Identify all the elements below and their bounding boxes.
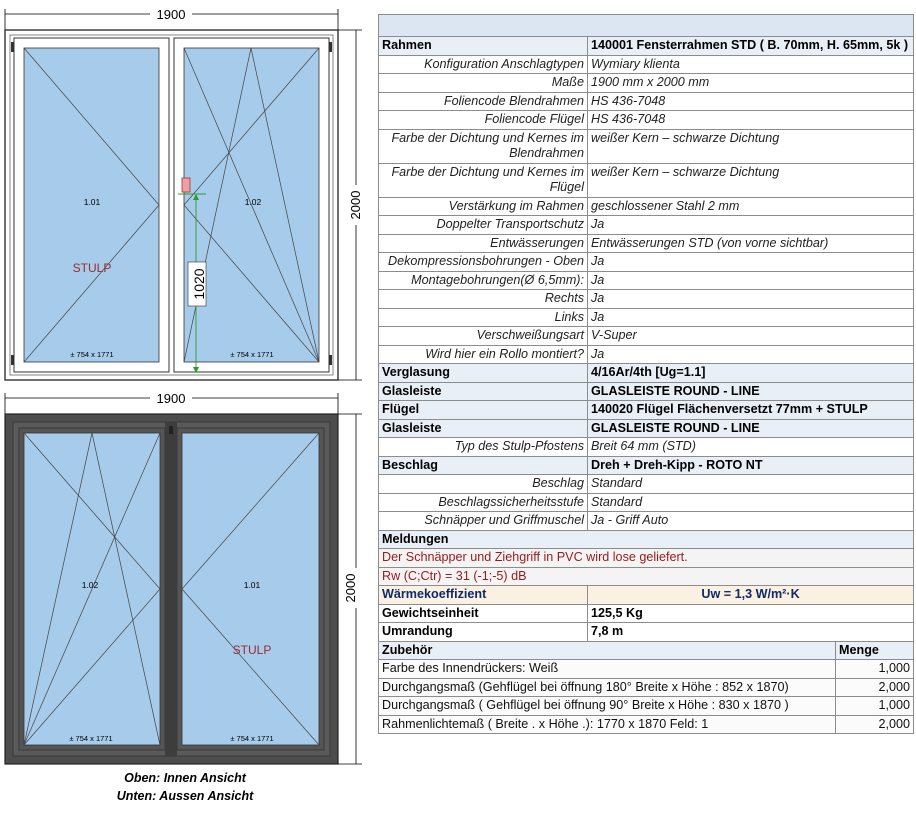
rahmen-detail-row (379, 308, 914, 327)
beschlag-detail-row (379, 475, 914, 494)
outside-glass-right-label: ± 754 x 1771 (230, 734, 274, 743)
rahmen-detail-label: Montagebohrungen(Ø 6,5mm): (379, 271, 588, 290)
zubehoer-name: Durchgangsmaß (Gehflügel bei öffnung 180° Breite x Höhe : 852 x 1870) (379, 678, 836, 697)
rahmen-detail-row (379, 92, 914, 111)
zubehoer-qty: 2,000 (836, 715, 914, 734)
glasleiste-row-1 (379, 382, 914, 401)
meldung-1: Der Schnäpper und Ziehgriff in PVC wird lose geliefert. (379, 549, 914, 568)
rahmen-detail-row (379, 216, 914, 235)
rahmen-detail-label: Konfiguration Anschlagtypen (379, 55, 588, 74)
verglasung-label: Verglasung (379, 364, 588, 383)
rahmen-detail-row (379, 163, 914, 197)
umrandung-label: Umrandung (379, 623, 588, 642)
beschlag-value: Dreh + Dreh-Kipp - ROTO NT (588, 456, 914, 475)
rahmen-detail-row (379, 253, 914, 272)
rahmen-detail-label: Foliencode Flügel (379, 111, 588, 130)
waerme-value: Uw = 1,3 W/m²·K (588, 586, 914, 605)
outside-sash-right-id: 1.01 (243, 580, 261, 590)
rahmen-detail-row (379, 111, 914, 130)
glasleiste-value-1: GLASLEISTE ROUND - LINE (588, 382, 914, 401)
rahmen-detail-label: Foliencode Blendrahmen (379, 92, 588, 111)
glasleiste-label-2: Glasleiste (379, 419, 588, 438)
meldung-row-1 (379, 549, 914, 568)
rahmen-detail-value: Wymiary klienta (588, 55, 914, 74)
outside-width-label: 1900 (156, 391, 186, 406)
beschlag-label: Beschlag (379, 456, 588, 475)
rahmen-row (379, 37, 914, 56)
window-drawing-svg (0, 0, 375, 840)
menge-label: Menge (836, 641, 914, 660)
inside-glass-right-label: ± 754 x 1771 (230, 350, 274, 359)
rahmen-detail-row (379, 55, 914, 74)
beschlag-detail-label: Beschlag (379, 475, 588, 494)
rahmen-detail-row (379, 345, 914, 364)
outside-sash-left-id: 1.02 (81, 580, 99, 590)
rahmen-detail-label: Farbe der Dichtung und Kernes im Blendrahmen (379, 129, 588, 163)
stulp-type-row (379, 438, 914, 457)
beschlag-detail-value: Ja - Griff Auto (588, 512, 914, 531)
zubehoer-row (379, 660, 914, 679)
zubehoer-qty: 2,000 (836, 678, 914, 697)
verglasung-row (379, 364, 914, 383)
rahmen-detail-row (379, 197, 914, 216)
rahmen-detail-label: Farbe der Dichtung und Kernes im Flügel (379, 163, 588, 197)
glasleiste-label-1: Glasleiste (379, 382, 588, 401)
meldungen-row (379, 530, 914, 549)
zubehoer-row (379, 678, 914, 697)
rahmen-value: 140001 Fensterrahmen STD ( B. 70mm, H. 65mm, 5k ) (588, 37, 914, 56)
meldungen-label: Meldungen (379, 530, 914, 549)
beschlag-detail-label: Beschlagssicherheitsstufe (379, 493, 588, 512)
rahmen-detail-value: Entwässerungen STD (von vorne sichtbar) (588, 234, 914, 253)
zubehoer-row (379, 715, 914, 734)
zubehoer-qty: 1,000 (836, 697, 914, 716)
glasleiste-value-2: GLASLEISTE ROUND - LINE (588, 419, 914, 438)
meldung-row-2 (379, 567, 914, 586)
rahmen-detail-row (379, 271, 914, 290)
spec-header-bar (379, 15, 914, 37)
inside-height-label: 2000 (348, 190, 363, 220)
spec-table (378, 14, 914, 734)
zubehoer-name: Rahmenlichtemaß ( Breite . x Höhe .): 1770 x 1870 Feld: 1 (379, 715, 836, 734)
waerme-row (379, 586, 914, 605)
rahmen-detail-value: Ja (588, 345, 914, 364)
zubehoer-header-row (379, 641, 914, 660)
beschlag-detail-row (379, 512, 914, 531)
rahmen-detail-value: geschlossener Stahl 2 mm (588, 197, 914, 216)
umrandung-value: 7,8 m (588, 623, 914, 642)
fluegel-value: 140020 Flügel Flächenversetzt 77mm + STULP (588, 401, 914, 420)
stulp-type-label: Typ des Stulp-Pfostens (379, 438, 588, 457)
rahmen-detail-row (379, 129, 914, 163)
rahmen-detail-value: V-Super (588, 327, 914, 346)
rahmen-detail-value: Ja (588, 271, 914, 290)
outside-glass-left-label: ± 754 x 1771 (69, 734, 113, 743)
verglasung-value: 4/16Ar/4th [Ug=1.1] (588, 364, 914, 383)
handle-height-label: 1020 (191, 268, 207, 300)
fluegel-label: Flügel (379, 401, 588, 420)
rahmen-detail-label: Links (379, 308, 588, 327)
rahmen-detail-value: Ja (588, 308, 914, 327)
inside-glass-left-label: ± 754 x 1771 (70, 350, 114, 359)
zubehoer-row (379, 697, 914, 716)
inside-sash-right-id: 1.02 (244, 197, 262, 207)
zubehoer-name: Durchgangsmaß ( Gehflügel bei öffnung 90° Breite x Höhe : 830 x 1870 ) (379, 697, 836, 716)
rahmen-detail-label: Verschweißungsart (379, 327, 588, 346)
rahmen-detail-label: Wird hier ein Rollo montiert? (379, 345, 588, 364)
rahmen-detail-label: Doppelter Transportschutz (379, 216, 588, 235)
inside-stulp-label: STULP (72, 261, 112, 275)
outside-stulp-label: STULP (232, 643, 272, 657)
rahmen-detail-value: Ja (588, 253, 914, 272)
zubehoer-name: Farbe des Innendrückers: Weiß (379, 660, 836, 679)
beschlag-detail-label: Schnäpper und Griffmuschel (379, 512, 588, 531)
rahmen-label: Rahmen (379, 37, 588, 56)
zubehoer-label: Zubehör (379, 641, 836, 660)
rahmen-detail-label: Maße (379, 74, 588, 93)
gewicht-label: Gewichtseinheit (379, 604, 588, 623)
stulp-type-value: Breit 64 mm (STD) (588, 438, 914, 457)
outside-height-label: 2000 (343, 573, 358, 603)
gewicht-row (379, 604, 914, 623)
rahmen-detail-label: Dekompressionsbohrungen - Oben (379, 253, 588, 272)
caption-outside: Unten: Aussen Ansicht (116, 789, 254, 803)
beschlag-detail-row (379, 493, 914, 512)
fluegel-row (379, 401, 914, 420)
rahmen-detail-label: Entwässerungen (379, 234, 588, 253)
rahmen-detail-value: weißer Kern – schwarze Dichtung (588, 129, 914, 163)
beschlag-row (379, 456, 914, 475)
rahmen-detail-value: HS 436-7048 (588, 92, 914, 111)
rahmen-detail-row (379, 327, 914, 346)
glasleiste-row-2 (379, 419, 914, 438)
beschlag-detail-value: Standard (588, 475, 914, 494)
rahmen-detail-value: Ja (588, 290, 914, 309)
window-drawing (0, 0, 375, 840)
inside-sash-left-id: 1.01 (83, 197, 101, 207)
rahmen-detail-value: weißer Kern – schwarze Dichtung (588, 163, 914, 197)
rahmen-detail-row (379, 74, 914, 93)
inside-handle-icon (182, 178, 190, 192)
rahmen-detail-value: HS 436-7048 (588, 111, 914, 130)
umrandung-row (379, 623, 914, 642)
inside-width-label: 1900 (156, 7, 186, 22)
waerme-label: Wärmekoeffizient (379, 586, 588, 605)
outside-view (5, 390, 363, 764)
rahmen-detail-label: Rechts (379, 290, 588, 309)
rahmen-detail-value: 1900 mm x 2000 mm (588, 74, 914, 93)
rahmen-detail-row (379, 290, 914, 309)
caption-inside: Oben: Innen Ansicht (124, 771, 246, 785)
meldung-2: Rw (C;Ctr) = 31 (-1;-5) dB (379, 567, 914, 586)
beschlag-detail-value: Standard (588, 493, 914, 512)
rahmen-detail-row (379, 234, 914, 253)
inside-view (5, 6, 364, 380)
rahmen-detail-label: Verstärkung im Rahmen (379, 197, 588, 216)
gewicht-value: 125,5 Kg (588, 604, 914, 623)
zubehoer-qty: 1,000 (836, 660, 914, 679)
rahmen-detail-value: Ja (588, 216, 914, 235)
